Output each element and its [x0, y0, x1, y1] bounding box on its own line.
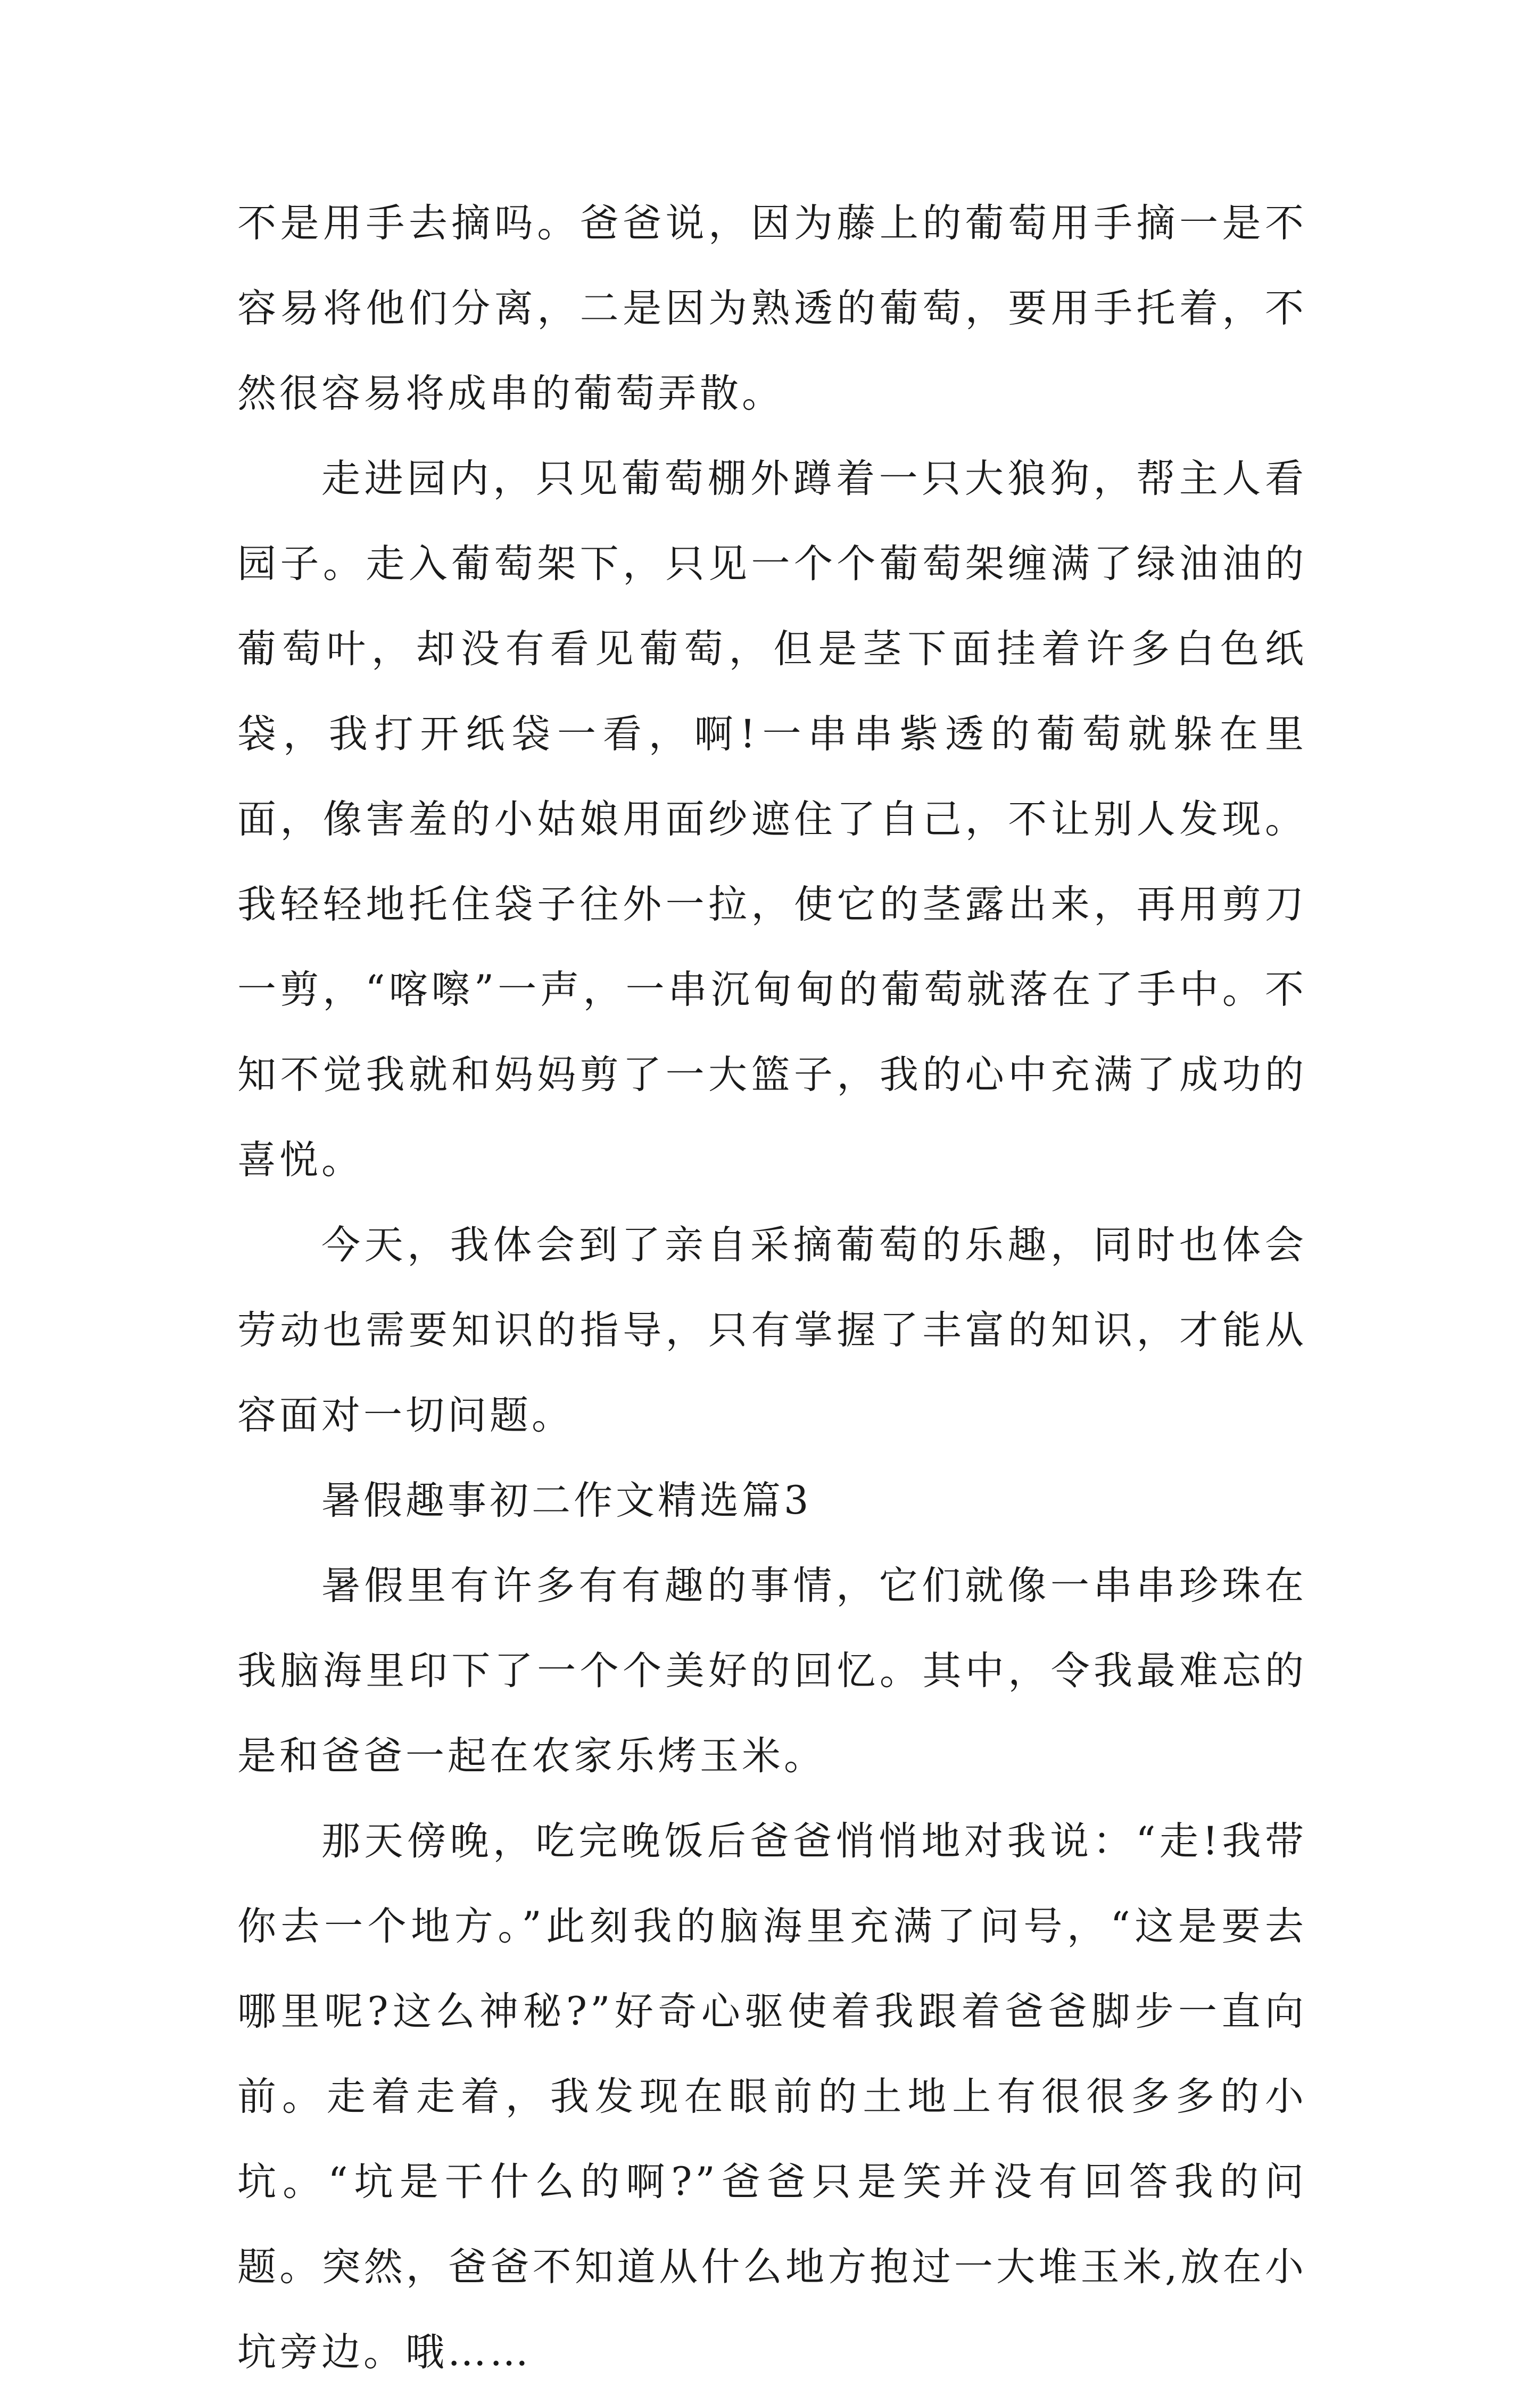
- paragraph-conclusion: 今天，我体会到了亲自采摘葡萄的乐趣，同时也体会劳动也需要知识的指导，只有掌握了丰富的知识，才能从容面对一切问题。: [237, 1223, 1307, 1438]
- document-body: [237, 181, 1307, 2395]
- paragraph-continuation: 不是用手去摘吗。爸爸说，因为藤上的葡萄用手摘一是不容易将他们分离，二是因为熟透的葡萄，要用手托着，不然很容易将成串的葡萄弄散。: [237, 201, 1307, 416]
- section-heading: 暑假趣事初二作文精选篇3: [321, 1478, 812, 1523]
- paragraph-summer-intro: 暑假里有许多有有趣的事情，它们就像一串串珍珠在我脑海里印下了一个个美好的回忆。其中，令我最难忘的是和爸爸一起在农家乐烤玉米。: [237, 1563, 1307, 1779]
- paragraph-evening: 那天傍晚，吃完晚饭后爸爸悄悄地对我说：“走!我带你去一个地方。”此刻我的脑海里充满了问号，“这是要去哪里呢?这么神秘?”好奇心驱使着我跟着爸爸脚步一直向前。走着走着，我发现在眼前的土地上有很很多多的小坑。“坑是干什么的啊?”爸爸只是笑并没有回答我的问题。突然，爸爸不知道从什么地方抱过一大堆玉米,放在小坑旁边。哦……: [237, 1819, 1307, 2375]
- paragraph-garden: 走进园内，只见葡萄棚外蹲着一只大狼狗，帮主人看园子。走入葡萄架下，只见一个个葡萄架缠满了绿油油的葡萄叶，却没有看见葡萄，但是茎下面挂着许多白色纸袋，我打开纸袋一看，啊!一串串紫透的葡萄就躲在里面，像害羞的小姑娘用面纱遮住了自己，不让别人发现。我轻轻地托住袋子往外一拉，使它的茎露出来，再用剪刀一剪，“喀嚓”一声，一串沉甸甸的葡萄就落在了手中。不知不觉我就和妈妈剪了一大篮子，我的心中充满了成功的喜悦。: [237, 456, 1307, 1183]
